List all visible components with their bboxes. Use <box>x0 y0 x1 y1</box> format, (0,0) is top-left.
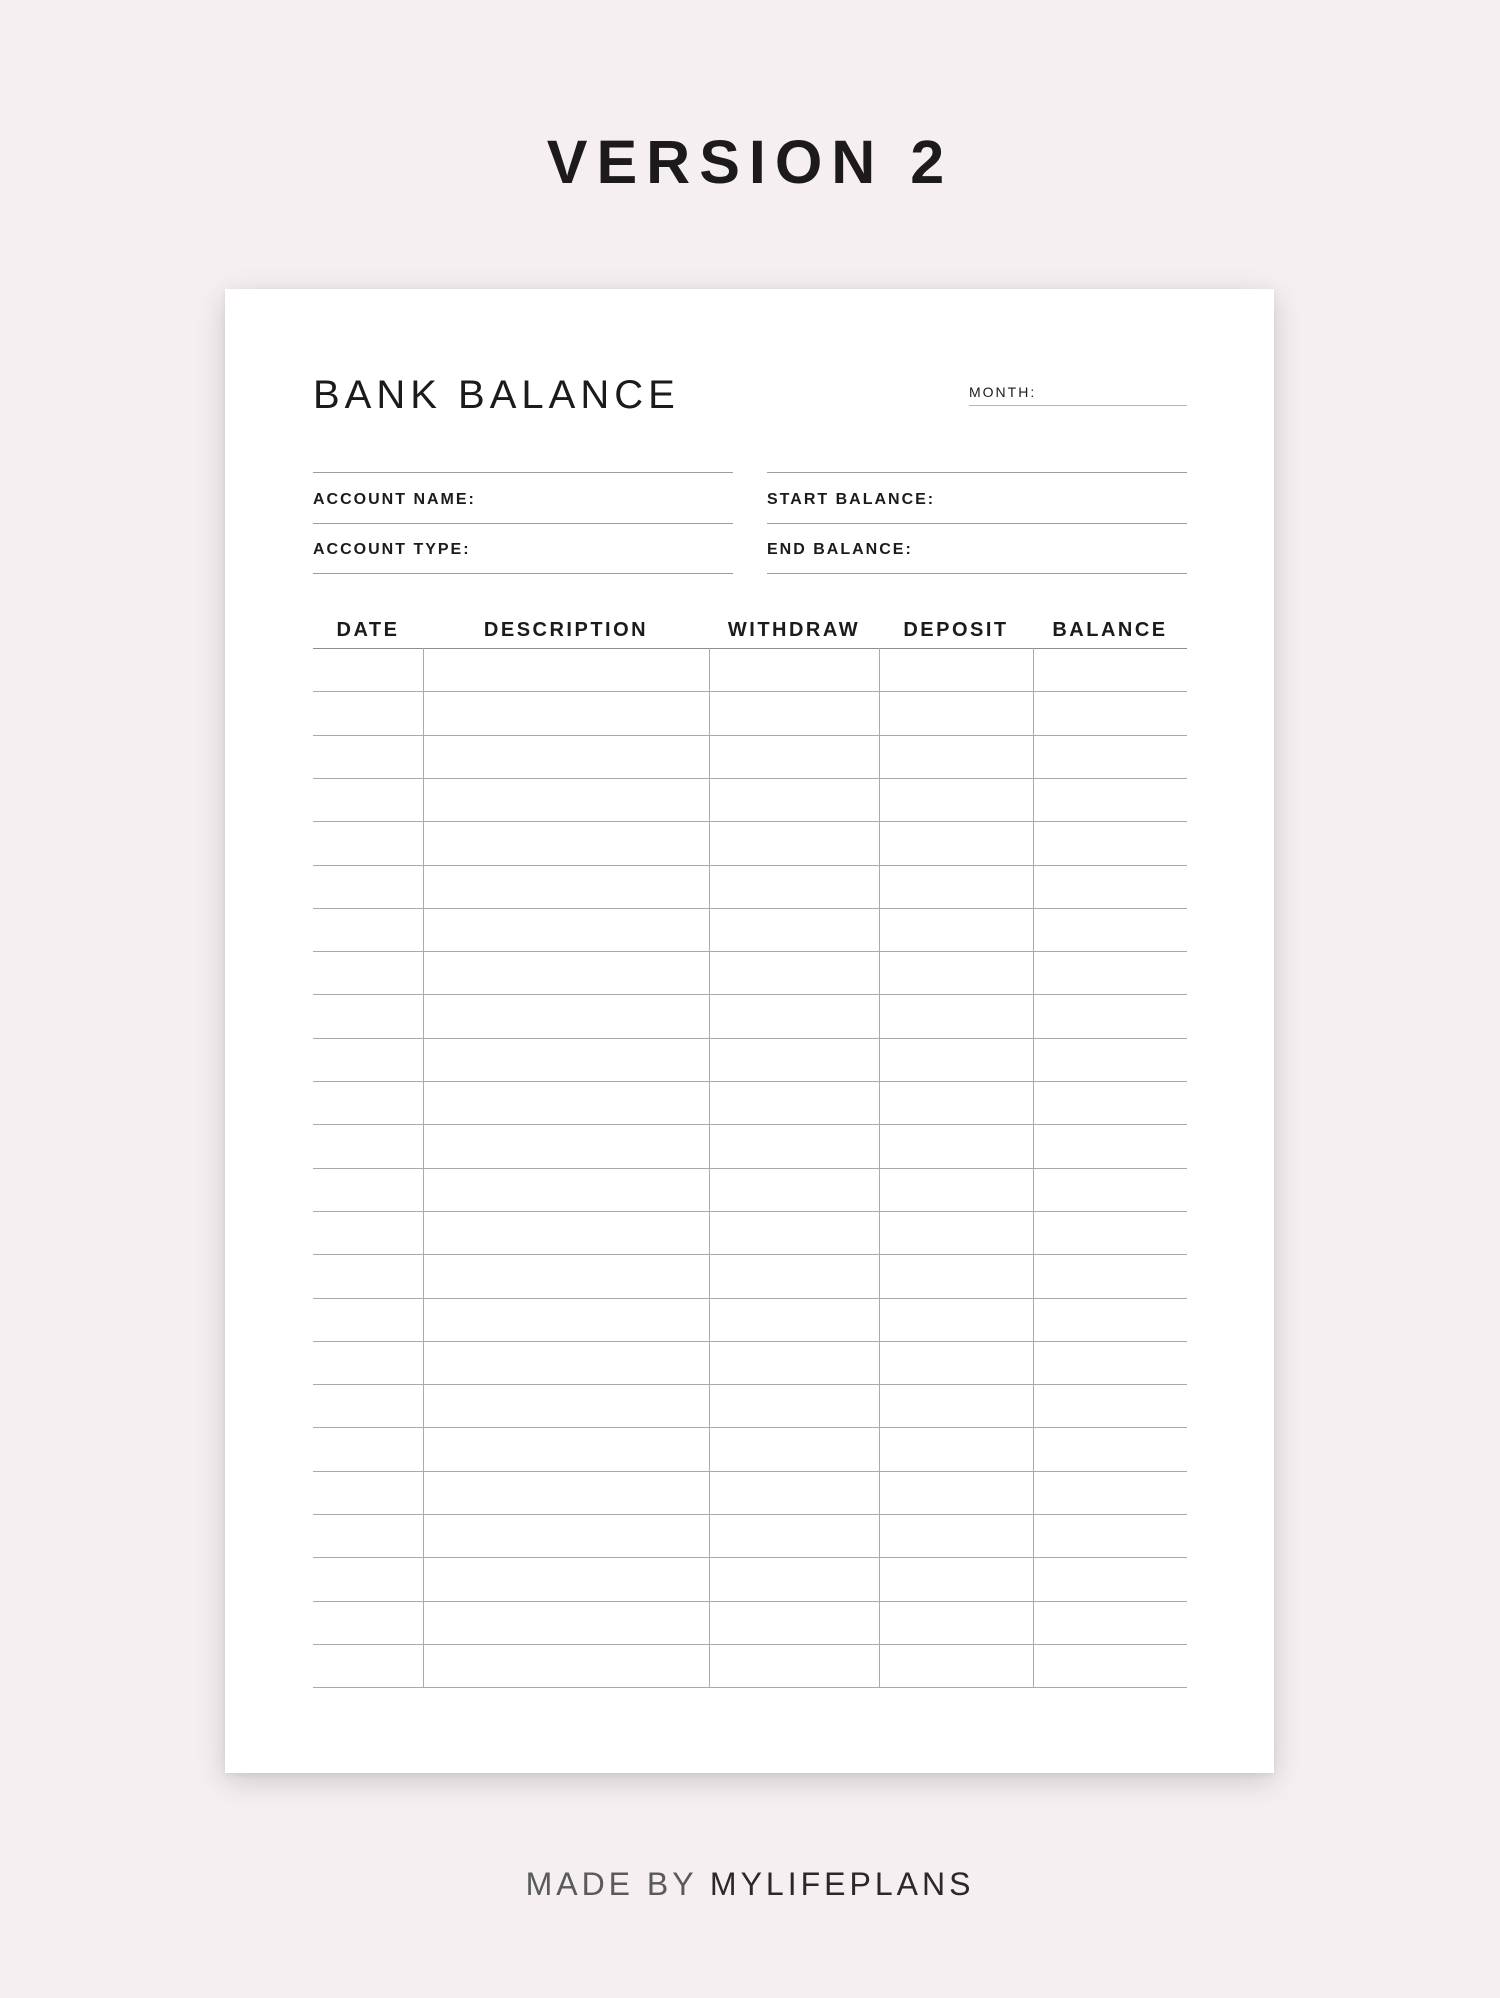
grid-column-divider <box>709 648 710 1688</box>
grid-row-rule <box>313 1211 1187 1212</box>
sheet-content <box>313 289 1187 1773</box>
footer-brand: MYLIFEPLANS <box>709 1866 975 1902</box>
start-balance-field[interactable] <box>767 474 1187 524</box>
grid-column-divider <box>879 648 880 1688</box>
start-balance-label: START BALANCE: <box>767 491 936 508</box>
column-header-date: DATE <box>336 619 400 641</box>
footer-made-by: MADE BY <box>525 1866 698 1902</box>
account-top-rule <box>313 472 733 473</box>
month-label: MONTH: <box>969 384 1037 400</box>
balance-top-rule <box>767 472 1187 473</box>
footer-credit <box>0 1862 1500 1906</box>
grid-row-rule <box>313 1038 1187 1039</box>
grid-row-rule <box>313 1514 1187 1515</box>
grid-row-rule <box>313 1687 1187 1688</box>
grid-row-rule <box>313 1557 1187 1558</box>
sheet-title: BANK BALANCE <box>313 373 680 417</box>
grid-row-rule <box>313 908 1187 909</box>
grid-row-rule <box>313 1254 1187 1255</box>
month-field[interactable] <box>969 381 1187 406</box>
grid-row-rule <box>313 1644 1187 1645</box>
grid-row-rule <box>313 1427 1187 1428</box>
account-name-field[interactable] <box>313 474 733 524</box>
grid-row-rule <box>313 865 1187 866</box>
grid-row-rule <box>313 951 1187 952</box>
grid-column-divider <box>1033 648 1034 1688</box>
grid-column-divider <box>423 648 424 1688</box>
grid-row-rule <box>313 994 1187 995</box>
grid-row-rule <box>313 1601 1187 1602</box>
grid-row-rule <box>313 1384 1187 1385</box>
column-header-description: DESCRIPTION <box>483 619 649 641</box>
column-header-balance: BALANCE <box>1052 619 1168 641</box>
table-header <box>313 612 1187 648</box>
grid-row-rule <box>313 1081 1187 1082</box>
planner-sheet <box>225 289 1274 1773</box>
account-type-field[interactable] <box>313 524 733 574</box>
grid-row-rule <box>313 1471 1187 1472</box>
end-balance-label: END BALANCE: <box>767 541 913 558</box>
grid-top-rule <box>313 648 1187 649</box>
grid-row-rule <box>313 691 1187 692</box>
grid-row-rule <box>313 1168 1187 1169</box>
grid-row-rule <box>313 1341 1187 1342</box>
ledger-grid[interactable] <box>313 648 1187 1688</box>
end-balance-field[interactable] <box>767 524 1187 574</box>
account-type-label: ACCOUNT TYPE: <box>313 541 471 558</box>
grid-row-rule <box>313 778 1187 779</box>
column-header-withdraw: WITHDRAW <box>727 619 861 641</box>
grid-row-rule <box>313 1124 1187 1125</box>
version-title: VERSION 2 <box>546 128 954 196</box>
column-header-deposit: DEPOSIT <box>903 619 1009 641</box>
account-name-label: ACCOUNT NAME: <box>313 491 476 508</box>
grid-row-rule <box>313 735 1187 736</box>
grid-row-rule <box>313 821 1187 822</box>
grid-row-rule <box>313 1298 1187 1299</box>
